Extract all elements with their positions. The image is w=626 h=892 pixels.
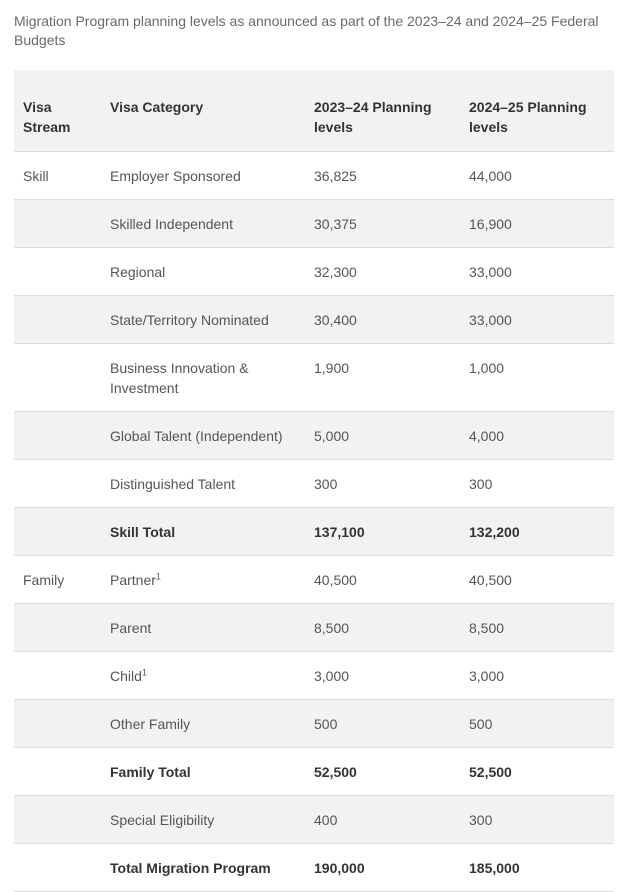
table-header-row	[14, 70, 614, 152]
cell-visa-category	[101, 296, 305, 344]
table-row	[14, 412, 614, 460]
cell-2024-25-value	[460, 152, 614, 200]
cell-2023-24-value-text: 137,100	[314, 524, 365, 540]
cell-2023-24-value-text: 32,300	[314, 264, 357, 280]
table-row	[14, 248, 614, 296]
cell-visa-category	[101, 652, 305, 700]
table-row	[14, 652, 614, 700]
table-total-row	[14, 748, 614, 796]
cell-visa-stream-text: Family	[23, 572, 65, 588]
cell-2024-25-value	[460, 556, 614, 604]
cell-visa-category	[101, 604, 305, 652]
cell-visa-stream	[14, 604, 101, 652]
header-2024-25-planning-levels: 2024–25 Planning levels	[460, 70, 614, 152]
cell-2024-25-value-text: 33,000	[469, 264, 512, 280]
cell-visa-stream	[14, 248, 101, 296]
cell-2024-25-value	[460, 460, 614, 508]
cell-2023-24-value	[305, 604, 460, 652]
cell-2023-24-value	[305, 556, 460, 604]
cell-visa-category-text: Other Family	[110, 716, 191, 732]
cell-visa-category	[101, 412, 305, 460]
header-visa-stream: Visa Stream	[14, 70, 101, 152]
cell-visa-stream	[14, 556, 101, 604]
cell-visa-category-text: Business Innovation & Investment	[110, 360, 249, 396]
table-row	[14, 344, 614, 412]
cell-visa-stream	[14, 460, 101, 508]
cell-2023-24-value-text: 300	[314, 476, 338, 492]
cell-2024-25-value-text: 16,900	[469, 216, 512, 232]
cell-visa-category-text: Distinguished Talent	[110, 476, 236, 492]
cell-visa-category	[101, 152, 305, 200]
cell-2024-25-value	[460, 344, 614, 412]
cell-visa-stream	[14, 200, 101, 248]
cell-2023-24-value-text: 500	[314, 716, 338, 732]
cell-2023-24-value	[305, 200, 460, 248]
cell-2024-25-value-text: 300	[469, 812, 493, 828]
cell-visa-stream	[14, 844, 101, 892]
cell-2024-25-value	[460, 604, 614, 652]
page-content	[0, 12, 626, 892]
cell-visa-stream-text: Skill	[23, 168, 49, 184]
cell-2023-24-value-text: 30,375	[314, 216, 357, 232]
cell-2023-24-value	[305, 344, 460, 412]
cell-2024-25-value	[460, 700, 614, 748]
cell-2023-24-value-text: 30,400	[314, 312, 357, 328]
table-body	[14, 152, 614, 892]
cell-visa-category-text: Family Total	[110, 764, 191, 780]
header-visa-category: Visa Category	[101, 70, 305, 152]
cell-visa-category	[101, 248, 305, 296]
cell-2023-24-value	[305, 700, 460, 748]
cell-2024-25-value-text: 33,000	[469, 312, 512, 328]
header-2023-24-planning-levels: 2023–24 Planning levels	[305, 70, 460, 152]
cell-visa-category-text: Skill Total	[110, 524, 176, 540]
cell-visa-stream	[14, 700, 101, 748]
cell-2023-24-value-text: 36,825	[314, 168, 357, 184]
cell-2023-24-value	[305, 460, 460, 508]
table-row	[14, 296, 614, 344]
cell-visa-category	[101, 508, 305, 556]
cell-2024-25-value	[460, 200, 614, 248]
cell-2023-24-value	[305, 748, 460, 796]
cell-visa-category-text: Partner	[110, 572, 156, 588]
cell-2024-25-value	[460, 652, 614, 700]
cell-2023-24-value-text: 8,500	[314, 620, 350, 636]
cell-visa-category	[101, 460, 305, 508]
cell-visa-category	[101, 344, 305, 412]
cell-2024-25-value-text: 8,500	[469, 620, 505, 636]
table-total-row	[14, 844, 614, 892]
cell-2023-24-value	[305, 508, 460, 556]
table-row	[14, 556, 614, 604]
cell-visa-category	[101, 748, 305, 796]
cell-2024-25-value-text: 40,500	[469, 572, 512, 588]
table-row	[14, 604, 614, 652]
cell-2023-24-value-text: 5,000	[314, 428, 350, 444]
cell-visa-category	[101, 200, 305, 248]
table-total-row	[14, 508, 614, 556]
cell-2024-25-value	[460, 296, 614, 344]
cell-2023-24-value-text: 400	[314, 812, 338, 828]
cell-2024-25-value-text: 1,000	[469, 360, 505, 376]
cell-visa-category-text: Global Talent (Independent)	[110, 428, 283, 444]
cell-visa-category	[101, 844, 305, 892]
cell-visa-stream	[14, 796, 101, 844]
cell-2024-25-value	[460, 508, 614, 556]
cell-visa-category-text: Total Migration Program	[110, 860, 271, 876]
cell-2023-24-value	[305, 248, 460, 296]
cell-2024-25-value-text: 300	[469, 476, 493, 492]
cell-2024-25-value	[460, 248, 614, 296]
cell-visa-stream	[14, 412, 101, 460]
cell-visa-stream	[14, 296, 101, 344]
cell-visa-category-text: State/Territory Nominated	[110, 312, 269, 328]
cell-2023-24-value-text: 3,000	[314, 668, 350, 684]
cell-visa-category-text: Skilled Independent	[110, 216, 233, 232]
cell-2024-25-value-text: 44,000	[469, 168, 512, 184]
table-row	[14, 152, 614, 200]
cell-visa-category	[101, 700, 305, 748]
cell-2023-24-value	[305, 652, 460, 700]
cell-2024-25-value	[460, 748, 614, 796]
cell-visa-category-text: Parent	[110, 620, 152, 636]
cell-visa-stream	[14, 508, 101, 556]
cell-2024-25-value-text: 132,200	[469, 524, 520, 540]
cell-2023-24-value	[305, 412, 460, 460]
cell-visa-category-text: Special Eligibility	[110, 812, 215, 828]
cell-visa-stream	[14, 344, 101, 412]
cell-visa-stream	[14, 748, 101, 796]
cell-2024-25-value-text: 52,500	[469, 764, 512, 780]
table-row	[14, 200, 614, 248]
cell-2023-24-value-text: 52,500	[314, 764, 357, 780]
cell-2024-25-value-text: 4,000	[469, 428, 505, 444]
cell-2024-25-value	[460, 844, 614, 892]
migration-planning-table	[14, 70, 614, 892]
cell-2023-24-value-text: 40,500	[314, 572, 357, 588]
cell-2024-25-value-text: 185,000	[469, 860, 520, 876]
cell-2024-25-value-text: 3,000	[469, 668, 505, 684]
cell-visa-category	[101, 556, 305, 604]
cell-2023-24-value	[305, 844, 460, 892]
footnote-marker: 1	[155, 571, 161, 582]
cell-2023-24-value	[305, 296, 460, 344]
footnote-marker: 1	[141, 667, 147, 678]
cell-2023-24-value-text: 190,000	[314, 860, 365, 876]
table-row	[14, 460, 614, 508]
table-caption: Migration Program planning levels as announced as part of the 2023–24 and 2024–25 Federal Budgets	[14, 13, 599, 48]
cell-2023-24-value-text: 1,900	[314, 360, 350, 376]
cell-2023-24-value	[305, 152, 460, 200]
cell-visa-stream	[14, 652, 101, 700]
cell-visa-category	[101, 796, 305, 844]
cell-2024-25-value	[460, 412, 614, 460]
table-row	[14, 700, 614, 748]
cell-visa-category-text: Child	[110, 668, 142, 684]
cell-2023-24-value	[305, 796, 460, 844]
cell-visa-category-text: Regional	[110, 264, 166, 280]
cell-2024-25-value	[460, 796, 614, 844]
cell-visa-category-text: Employer Sponsored	[110, 168, 241, 184]
table-row	[14, 796, 614, 844]
cell-visa-stream	[14, 152, 101, 200]
cell-2024-25-value-text: 500	[469, 716, 493, 732]
